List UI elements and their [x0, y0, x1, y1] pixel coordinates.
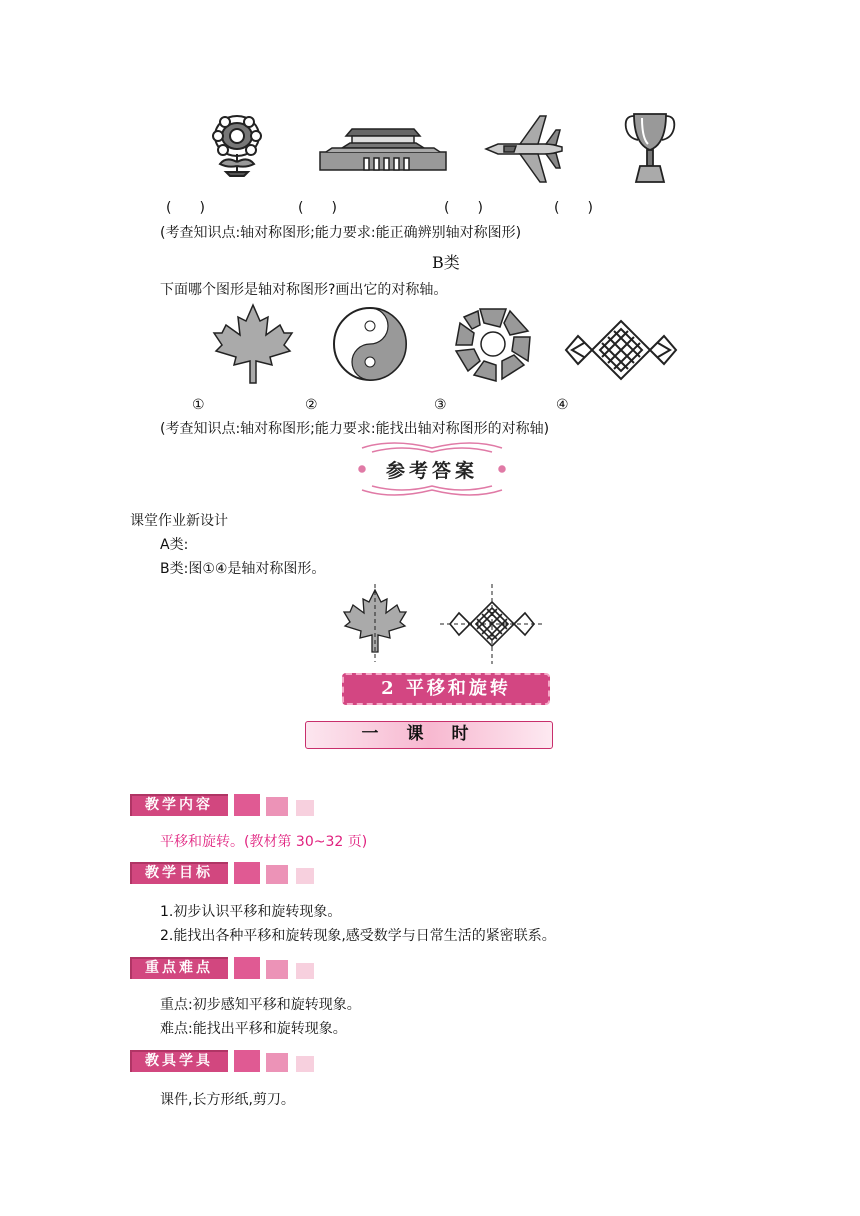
fighter-jet-figure [484, 112, 566, 186]
tag-square-medium [266, 960, 288, 979]
endless-knot-figure [564, 319, 678, 381]
gate-building-figure [318, 126, 448, 172]
content-text: 平移和旋转。(教材第 30~32 页) [160, 834, 368, 850]
flower-emblem-figure [208, 110, 266, 178]
figure-label-1: ① [192, 397, 205, 413]
goal-item-2: 2.能找出各种平移和旋转现象,感受数学与日常生活的紧密联系。 [160, 928, 556, 944]
key-point-text: 重点:初步感知平移和旋转现象。 [160, 997, 361, 1013]
trophy-cup-figure [622, 110, 678, 188]
tag-square-small [296, 1056, 314, 1072]
exercise-a-note: (考查知识点:轴对称图形;能力要求:能正确辨别轴对称图形) [160, 225, 522, 241]
maple-leaf-figure [212, 303, 294, 385]
figure-label-2: ② [305, 397, 318, 413]
exercise-b-question: 下面哪个图形是轴对称图形?画出它的对称轴。 [160, 282, 448, 298]
answer-banner-label: 参考答案 [385, 460, 478, 482]
aperture-figure [454, 305, 532, 383]
tools-text: 课件,长方形纸,剪刀。 [160, 1092, 295, 1108]
tag-square-small [296, 800, 314, 816]
blank-1[interactable]: ( ) [166, 200, 205, 216]
section-tag-content: 教学内容 [130, 794, 228, 816]
tag-square-small [296, 868, 314, 884]
unit-banner: 2 平移和旋转 [342, 673, 550, 705]
section-tag-tools: 教具学具 [130, 1050, 228, 1072]
section-tag-keypoints: 重点难点 [130, 957, 228, 979]
goal-item-1: 1.初步认识平移和旋转现象。 [160, 904, 342, 920]
endless-knot-axis-figure [440, 584, 544, 664]
blank-3[interactable]: ( ) [444, 200, 483, 216]
blank-4[interactable]: ( ) [554, 200, 593, 216]
tag-square-large [234, 1050, 260, 1072]
answers-a-line: A类: [160, 537, 189, 553]
figure-label-4: ④ [556, 397, 569, 413]
figure-label-3: ③ [434, 397, 447, 413]
section-tag-goals: 教学目标 [130, 862, 228, 884]
tag-square-large [234, 862, 260, 884]
tag-square-large [234, 957, 260, 979]
maple-leaf-axis-figure [340, 584, 410, 664]
blank-2[interactable]: ( ) [298, 200, 337, 216]
answer-banner [352, 440, 512, 498]
tag-square-small [296, 963, 314, 979]
answers-b-line: B类:图①④是轴对称图形。 [160, 561, 326, 577]
period-banner: 一课时 [305, 721, 553, 749]
difficult-point-text: 难点:能找出平移和旋转现象。 [160, 1021, 347, 1037]
tag-square-medium [266, 1053, 288, 1072]
exercise-b-heading: B类 [432, 253, 460, 272]
tag-square-medium [266, 797, 288, 816]
exercise-b-note: (考查知识点:轴对称图形;能力要求:能找出轴对称图形的对称轴) [160, 421, 550, 437]
yin-yang-figure [332, 306, 408, 382]
tag-square-large [234, 794, 260, 816]
answers-title: 课堂作业新设计 [130, 513, 228, 529]
tag-square-medium [266, 865, 288, 884]
